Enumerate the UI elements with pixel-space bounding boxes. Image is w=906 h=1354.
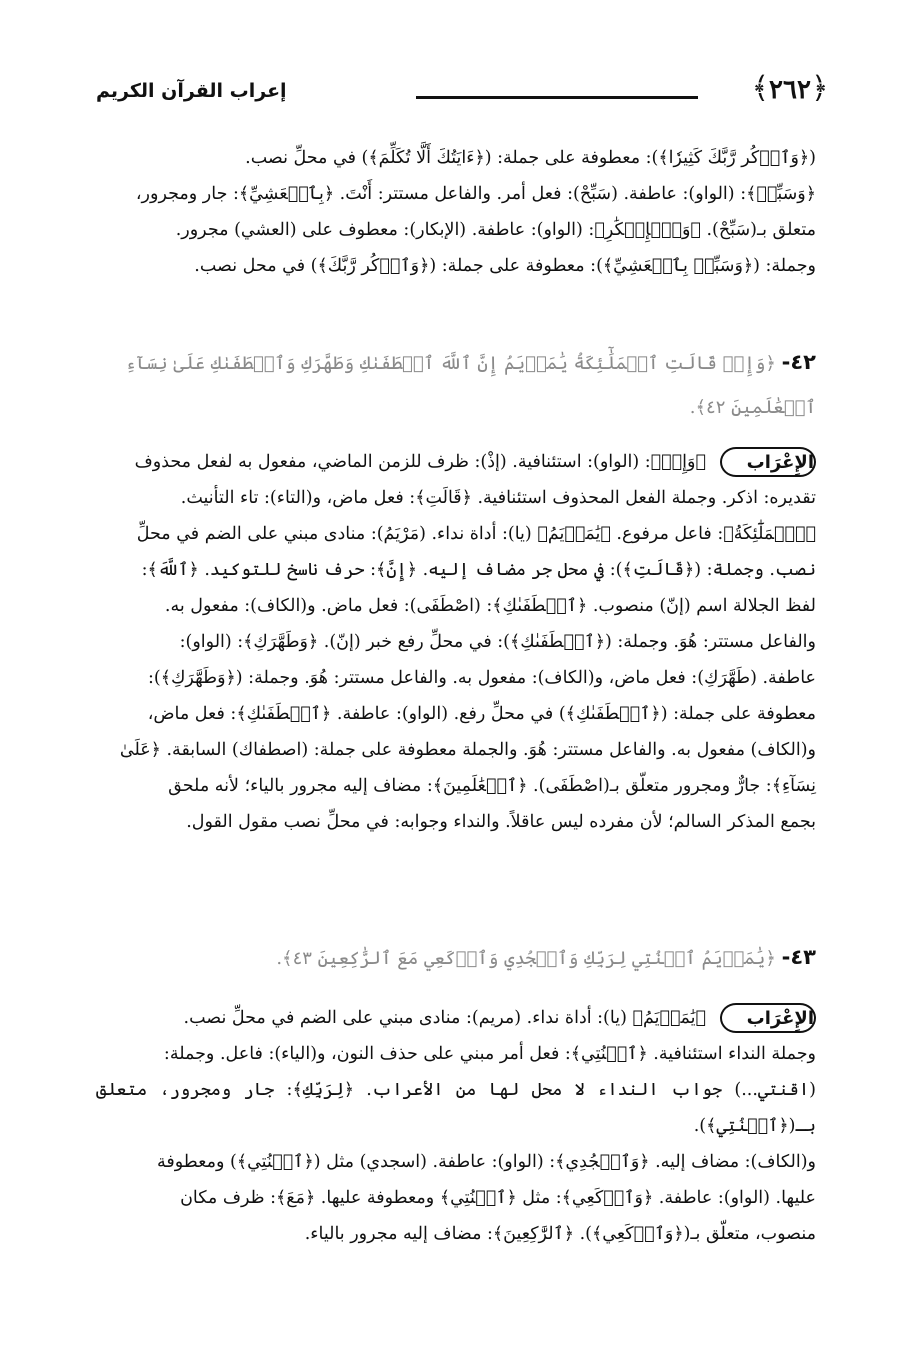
text-line: عليها. (الواو): عاطفة. ﴿وَٱرۡكَعِي﴾: مثل ﴿ٱقۡنُتِي﴾ ومعطوفة عليها. ﴿مَعَ﴾: ظرف مكان <box>180 1188 816 1208</box>
text-line: لفظ الجلالة اسم (إنّ) منصوب. ﴿ٱصۡطَفَىٰكِ﴾: (اصْطَفَى): فعل ماض. و(الكاف): مفعول به. <box>164 596 816 616</box>
text-line: ﴿وَإِذۡ﴾: (الواو): استئنافية. (إذْ): ظرف للزمن الماضي، مفعول به لفعل محذوف <box>134 452 706 472</box>
text-line: (﴿وَٱذۡكُر رَّبَّكَ كَثِيرٗا﴾): معطوفة على جملة: (﴿ءَايَتُكَ أَلَّا تُكَلِّمَ﴾) في محلِّ نصب. <box>245 148 816 168</box>
irab-label: الإِعْرَاب <box>720 447 816 477</box>
text-line: نصب. وجملة: (﴿قَالَتِ﴾): في محل جر مضاف إليه. ﴿إِنَّ﴾: حرف ناسخ للتوكيد. ﴿ٱللَّهَ﴾: <box>141 560 816 580</box>
text-line: بجمع المذكر السالم؛ لأن مفرده ليس عاقلاً. والنداء وجوابه: في محلِّ نصب مقول القول. <box>186 812 816 832</box>
verse-number: ٤٢- <box>781 350 816 374</box>
text-line: وجملة النداء استئنافية. ﴿ٱقۡنُتِي﴾: فعل أمر مبني على حذف النون، و(الياء): فاعل. وجملة: <box>163 1044 816 1064</box>
text-line: عاطفة. (طَهَّرَكِ): فعل ماض، و(الكاف): مفعول به. والفاعل مستتر: هُوَ. وجملة: (﴿وَطَهَّرَكِ﴾): <box>148 668 816 688</box>
text-line: و(الكاف): مضاف إليه. ﴿وَٱسۡجُدِي﴾: (الواو): عاطفة. (اسجدي) مثل (﴿ٱقۡنُتِي﴾) ومعطوفة <box>157 1152 816 1172</box>
text-line: معطوفة على جملة: (﴿ٱصۡطَفَىٰكِ﴾) في محلِّ رفع. (الواو): عاطفة. ﴿ٱصۡطَفَىٰكِ﴾: فعل ماض، <box>147 704 816 724</box>
commentary-block-41 <box>96 140 816 284</box>
text-line: و(الكاف) مفعول به. والفاعل مستتر: هُوَ. والجملة معطوفة على جملة: (اصطفاك) السابقة. ﴿عَلَىٰ <box>119 740 816 760</box>
verse-text: ﴿يَٰمَرۡيَمُ ٱقۡنُتِي لِرَبِّكِ وَٱسۡجُدِي وَٱرۡكَعِي مَعَ ٱلرَّٰكِعِينَ ٤٣﴾. <box>276 948 776 969</box>
irab-block-43 <box>96 1000 816 1252</box>
text-line: تقديره: اذكر. وجملة الفعل المحذوف استئنافية. ﴿قَالَتِ﴾: فعل ماض، و(التاء): تاء التأنيث. <box>180 488 816 508</box>
irab-block-42 <box>96 444 816 840</box>
text-line: (اقنتي...) جواب النداء لا محل لها من الأعراب. ﴿لِرَبِّكِ﴾: جار ومجرور، متعلق بـ(﴿ٱقۡنُتِي﴾). <box>96 1080 816 1136</box>
text-line: ﴿وَسَبِّحۡ﴾: (الواو): عاطفة. (سَبِّحْ): فعل أمر. والفاعل مستتر: أَنْتَ. ﴿بِٱلۡعَشِيِّ﴾: جار ومجرور، <box>135 184 816 204</box>
book-title: إعراب القرآن الكريم <box>96 80 287 102</box>
text-line: وجملة: (﴿وَسَبِّحۡ بِٱلۡعَشِيِّ﴾): معطوفة على جملة: (﴿وَٱذۡكُر رَّبَّكَ﴾) في محل نصب. <box>194 256 816 276</box>
text-line: منصوب، متعلّق بـ(﴿وَٱرۡكَعِي﴾). ﴿ٱلرَّٰكِعِينَ﴾: مضاف إليه مجرور بالياء. <box>304 1224 816 1244</box>
page-number-value: ٢٦٢ <box>769 75 811 105</box>
verse-number: ٤٣- <box>781 945 816 969</box>
verse-43 <box>96 935 816 981</box>
verse-text: ﴿وَإِذۡ قَالَتِ ٱلۡمَلَٰٓئِكَةُ يَٰمَرۡيَمُ إِنَّ ٱللَّهَ ٱصۡطَفَىٰكِ وَطَهَّرَكِ وَٱصۡطَفَىٰكِ عَلَىٰ نِسَآءِ ٱلۡعَٰلَمِينَ ٤٢﴾. <box>125 353 816 418</box>
verse-42 <box>96 340 816 430</box>
text-line: والفاعل مستتر: هُوَ. وجملة: (﴿ٱصۡطَفَىٰكِ﴾): في محلِّ رفع خبر (إنّ). ﴿وَطَهَّرَكِ﴾: (الواو): <box>179 632 816 652</box>
page-header <box>90 70 830 114</box>
text-line: ﴿يَٰمَرۡيَمُ﴾ (يا): أداة نداء. (مريم): منادى مبني على الضم في محلِّ نصب. <box>183 1008 706 1028</box>
text-line: ﴿ٱلۡمَلَٰٓئِكَةُ﴾: فاعل مرفوع. ﴿يَٰمَرۡيَمُ﴾ (يا): أداة نداء. (مَرْيَمُ): منادى مبني على الضم في محلِّ <box>136 524 816 544</box>
irab-label: الإِعْرَاب <box>720 1003 816 1033</box>
header-rule <box>416 96 698 99</box>
text-line: متعلق بـ(سَبِّحْ). ﴿وَٱلۡإِبۡكَٰرِ﴾: (الواو): عاطفة. (الإبكار): معطوف على (العشي) مجرور. <box>175 220 816 240</box>
text-line: نِسَآءِ﴾: جارٌّ ومجرور متعلّق بـ(اصْطَفَى). ﴿ٱلۡعَٰلَمِينَ﴾: مضاف إليه مجرور بالياء؛ لأنه ملحق <box>168 776 816 796</box>
page-number: ﴿٢٦٢﴾ <box>751 71 829 106</box>
